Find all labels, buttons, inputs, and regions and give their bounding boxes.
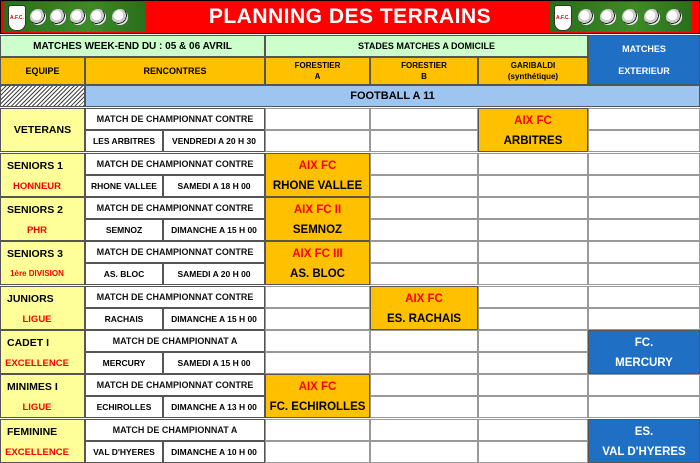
result-cell: [370, 286, 478, 330]
empty-slot: [588, 175, 700, 197]
empty-slot: [370, 352, 478, 374]
col-equipe: EQUIPE: [0, 57, 85, 85]
team-name: SENIORS 1: [7, 160, 64, 172]
matches-exterieur-header: MATCHES EXTERIEUR: [588, 35, 700, 85]
empty-slot: [370, 396, 478, 418]
result-opponent: RHONE VALLEE: [272, 180, 363, 192]
stades-header: STADES MATCHES A DOMICILE: [265, 35, 588, 57]
match-type: MATCH DE CHAMPIONNAT CONTRE: [85, 374, 265, 396]
empty-slot: [370, 175, 478, 197]
empty-slot: [588, 108, 700, 130]
match-date: DIMANCHE A 10 H 00: [163, 441, 265, 463]
empty-slot: [478, 219, 588, 241]
result-cell: [265, 197, 370, 241]
empty-slot: [478, 241, 588, 263]
match-type: MATCH DE CHAMPIONNAT CONTRE: [85, 241, 265, 263]
soccer-ball-icon: [666, 9, 682, 25]
match-date: DIMANCHE A 15 H 00: [163, 219, 265, 241]
result-opponent: SEMNOZ: [292, 224, 343, 236]
empty-slot: [588, 286, 700, 308]
empty-slot: [265, 419, 370, 441]
opponent: AS. BLOC: [85, 263, 163, 285]
match-date: SAMEDI A 18 H 00: [163, 175, 265, 197]
col-garibaldi: GARIBALDI (synthétique): [478, 57, 588, 85]
opponent: ECHIROLLES: [85, 396, 163, 418]
empty-slot: [478, 352, 588, 374]
result-home: AIX FC: [298, 381, 337, 393]
match-date: VENDREDI A 20 H 30: [163, 130, 265, 152]
empty-slot: [370, 419, 478, 441]
empty-slot: [478, 441, 588, 463]
club-badge-icon: A.F.C.: [554, 5, 572, 31]
opponent: RACHAIS: [85, 308, 163, 330]
result-home: AIX FC: [298, 160, 337, 172]
empty-slot: [588, 374, 700, 396]
col-rencontres: RENCONTRES: [85, 57, 265, 85]
match-date: DIMANCHE A 15 H 00: [163, 308, 265, 330]
result-home: ES.: [634, 426, 654, 438]
team-cell: [0, 241, 85, 285]
match-type: MATCH DE CHAMPIONNAT A: [85, 330, 265, 352]
match-type: MATCH DE CHAMPIONNAT CONTRE: [85, 153, 265, 175]
team-cell: [0, 374, 85, 418]
col-forestier-b: FORESTIER B: [370, 57, 478, 85]
result-cell: [588, 330, 700, 374]
team-name: VETERANS: [13, 124, 72, 136]
empty-slot: [588, 241, 700, 263]
division-label: PHR: [26, 225, 48, 236]
empty-slot: [370, 374, 478, 396]
team-name: MINIMES I: [7, 381, 58, 393]
soccer-ball-icon: [70, 9, 86, 25]
empty-slot: [478, 175, 588, 197]
result-opponent: ARBITRES: [503, 135, 563, 147]
result-home: AIX FC: [405, 293, 443, 305]
empty-slot: [370, 241, 478, 263]
team-cell: [0, 197, 85, 241]
empty-slot: [478, 286, 588, 308]
empty-slot: [588, 197, 700, 219]
club-logo-left: [4, 2, 146, 32]
match-type: MATCH DE CHAMPIONNAT CONTRE: [85, 108, 265, 130]
empty-slot: [478, 197, 588, 219]
col-forestier-a: FORESTIER A: [265, 57, 370, 85]
result-home: FC.: [634, 337, 654, 349]
match-type: MATCH DE CHAMPIONNAT CONTRE: [85, 286, 265, 308]
result-opponent: ES. RACHAIS: [386, 313, 462, 325]
hatched-cell: [0, 85, 85, 107]
team-cell: [0, 286, 85, 330]
empty-slot: [370, 219, 478, 241]
empty-slot: [370, 108, 478, 130]
empty-slot: [478, 153, 588, 175]
team-name: SENIORS 3: [7, 248, 64, 260]
soccer-ball-icon: [622, 9, 638, 25]
result-opponent: FC. ECHIROLLES: [269, 401, 366, 413]
team-name: FEMININE: [7, 426, 58, 438]
empty-slot: [370, 153, 478, 175]
empty-slot: [265, 441, 370, 463]
team-cell: [0, 153, 85, 197]
opponent: RHONE VALLEE: [85, 175, 163, 197]
division-label: EXCELLENCE: [5, 358, 69, 369]
opponent: SEMNOZ: [85, 219, 163, 241]
result-opponent: AS. BLOC: [290, 268, 345, 280]
empty-slot: [588, 396, 700, 418]
page-title: PLANNING DES TERRAINS: [208, 5, 492, 28]
empty-slot: [265, 286, 370, 308]
result-cell: [478, 108, 588, 152]
division-label: LIGUE: [22, 402, 52, 413]
empty-slot: [588, 130, 700, 152]
result-opponent: VAL D'HYERES: [602, 446, 686, 458]
soccer-ball-icon: [644, 9, 660, 25]
opponent: VAL D'HYERES: [85, 441, 163, 463]
match-type: MATCH DE CHAMPIONNAT CONTRE: [85, 197, 265, 219]
division-label: 1ère DIVISION: [10, 269, 64, 278]
team-name: JUNIORS: [7, 293, 54, 305]
empty-slot: [588, 153, 700, 175]
result-opponent: MERCURY: [615, 357, 673, 369]
weekend-header: MATCHES WEEK-END DU : 05 & 06 AVRIL: [0, 35, 265, 57]
section-football-a-11: FOOTBALL A 11: [85, 85, 700, 107]
club-badge-icon: A.F.C.: [8, 5, 26, 31]
soccer-ball-icon: [90, 9, 106, 25]
result-cell: [265, 153, 370, 197]
result-home: AIX FC II: [293, 204, 342, 216]
empty-slot: [370, 330, 478, 352]
soccer-ball-icon: [50, 9, 66, 25]
team-cell: [0, 330, 85, 374]
empty-slot: [478, 308, 588, 330]
empty-slot: [265, 330, 370, 352]
empty-slot: [265, 130, 370, 152]
empty-slot: [478, 330, 588, 352]
match-date: DIMANCHE A 13 H 00: [163, 396, 265, 418]
empty-slot: [478, 263, 588, 285]
club-logo-right: [550, 2, 692, 32]
empty-slot: [588, 219, 700, 241]
result-home: AIX FC III: [292, 248, 343, 260]
division-label: HONNEUR: [12, 181, 62, 192]
team-name: CADET I: [7, 337, 49, 349]
team-cell: [0, 108, 85, 152]
empty-slot: [588, 308, 700, 330]
team-name: SENIORS 2: [7, 204, 64, 216]
empty-slot: [265, 308, 370, 330]
soccer-ball-icon: [578, 9, 594, 25]
empty-slot: [478, 396, 588, 418]
result-cell: [265, 241, 370, 285]
empty-slot: [588, 263, 700, 285]
opponent: LES ARBITRES: [85, 130, 163, 152]
soccer-ball-icon: [600, 9, 616, 25]
result-cell: [588, 419, 700, 463]
empty-slot: [265, 108, 370, 130]
result-cell: [265, 374, 370, 418]
team-cell: [0, 419, 85, 463]
empty-slot: [370, 441, 478, 463]
empty-slot: [478, 419, 588, 441]
empty-slot: [265, 352, 370, 374]
match-date: SAMEDI A 15 H 00: [163, 352, 265, 374]
empty-slot: [370, 263, 478, 285]
division-label: EXCELLENCE: [5, 447, 69, 458]
empty-slot: [478, 374, 588, 396]
empty-slot: [370, 197, 478, 219]
result-home: AIX FC: [514, 115, 552, 127]
match-type: MATCH DE CHAMPIONNAT A: [85, 419, 265, 441]
soccer-ball-icon: [112, 9, 128, 25]
empty-slot: [370, 130, 478, 152]
division-label: LIGUE: [22, 314, 52, 325]
opponent: MERCURY: [85, 352, 163, 374]
match-date: SAMEDI A 20 H 00: [163, 263, 265, 285]
soccer-ball-icon: [30, 9, 46, 25]
